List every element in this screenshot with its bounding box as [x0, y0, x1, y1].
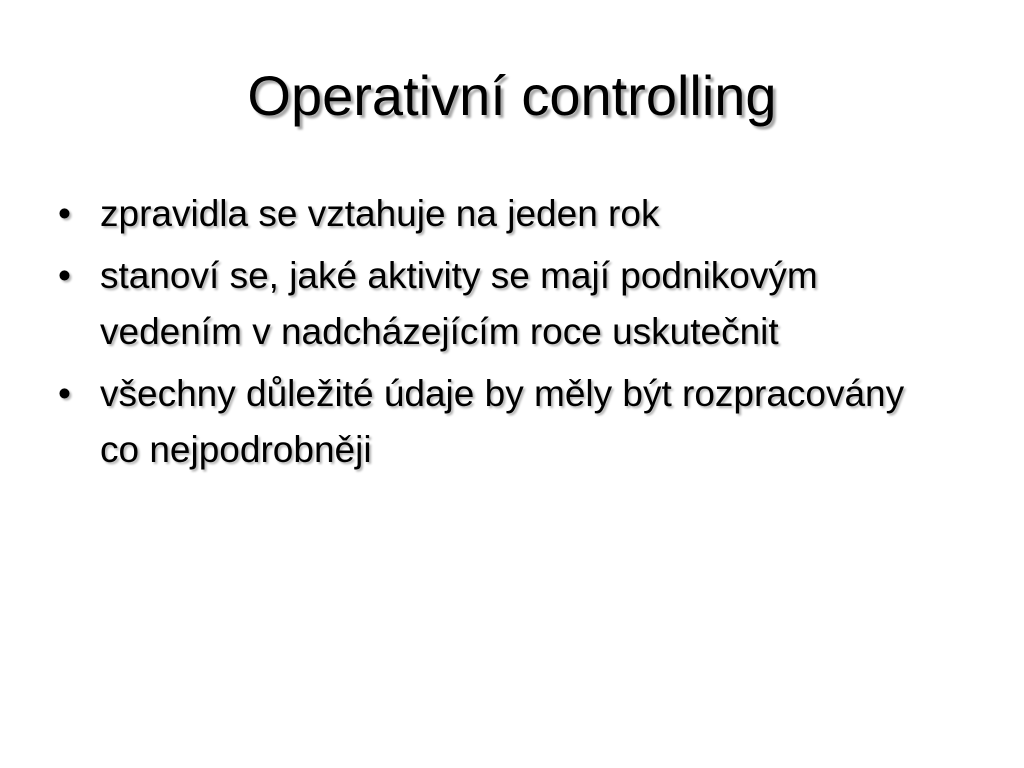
bullet-item — [56, 186, 936, 242]
bullet-text: stanoví se, jaké aktivity se mají podnikovým vedením v nadcházejícím roce uskutečnit — [100, 255, 818, 352]
bullet-list — [56, 186, 936, 484]
bullet-icon: • — [58, 193, 71, 234]
bullet-item — [56, 248, 936, 360]
slide-title: Operativní controlling — [247, 64, 777, 127]
bullet-text: všechny důležité údaje by měly být rozpracovány co nejpodrobněji — [100, 373, 905, 470]
bullet-icon: • — [58, 373, 71, 414]
bullet-item — [56, 366, 936, 478]
bullet-text: zpravidla se vztahuje na jeden rok — [100, 193, 660, 234]
bullet-icon: • — [58, 255, 71, 296]
